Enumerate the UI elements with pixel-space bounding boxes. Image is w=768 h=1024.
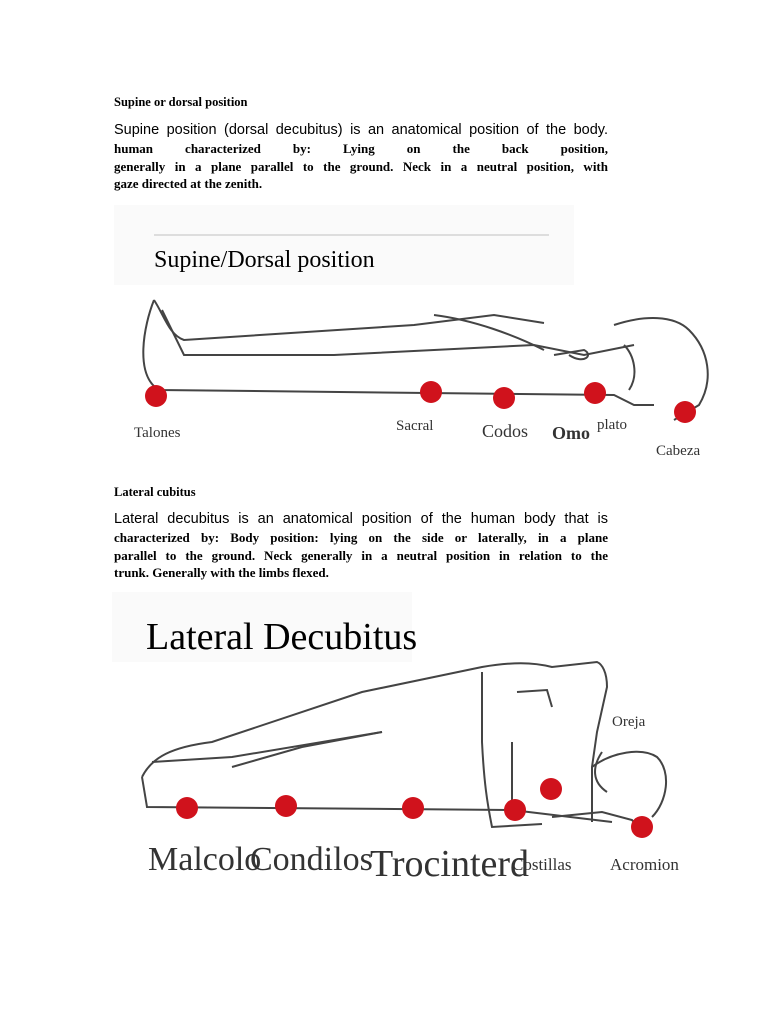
paragraph-line: gaze directed at the zenith. (114, 176, 263, 191)
section-paragraph-supine (114, 121, 608, 193)
supine-body-outline (143, 300, 707, 420)
paragraph-line: generally in a plane parallel to the ground. Neck in a neutral position, with (114, 158, 608, 174)
section-heading-lateral: Lateral cubitus (114, 485, 196, 499)
label-sacral: Sacral (396, 418, 434, 434)
figure-title: Supine/Dorsal position (154, 247, 375, 273)
pressure-point-malleolus (176, 797, 198, 819)
label-ribs: Costillas (512, 855, 572, 874)
paragraph-line: human characterized by: Lying on the back position, (114, 141, 608, 156)
paragraph-line: trunk. Generally with the limbs flexed. (114, 565, 329, 580)
label-condyles: Condilos (250, 841, 373, 878)
pressure-point-elbows (493, 387, 515, 409)
section-heading-supine: Supine or dorsal position (114, 95, 248, 109)
figure-title: Lateral Decubitus (146, 616, 418, 658)
pressure-point-heel (145, 385, 167, 407)
label-plato: plato (597, 417, 627, 433)
label-head: Cabeza (656, 443, 701, 459)
paragraph-line: characterized by: Body position: lying on the side or laterally, in a plane (114, 530, 608, 545)
pressure-point-ribs (504, 799, 526, 821)
supine-position-illustration (114, 205, 729, 475)
pressure-point-ribs-upper (540, 778, 562, 800)
pressure-point-acromion (631, 816, 653, 838)
label-acromion: Acromion (610, 855, 679, 874)
paragraph-line: parallel to the ground. Neck generally in a neutral position in relation to the (114, 547, 608, 563)
label-elbows: Codos (482, 421, 529, 441)
label-ear: Oreja (612, 714, 646, 730)
label-trochanter: Trocinterd (370, 843, 530, 885)
pressure-point-trochanter (402, 797, 424, 819)
lateral-decubitus-illustration (112, 592, 697, 892)
section-paragraph-lateral (114, 510, 608, 582)
paragraph-lead: Supine position (dorsal decubitus) is an anatomical position of the body. (114, 122, 608, 138)
label-malleolus: Malcolo (148, 841, 262, 878)
label-heels: Talones (134, 425, 181, 441)
pressure-point-head (674, 401, 696, 423)
label-omo: Omo (552, 423, 590, 443)
pressure-point-sacral (420, 381, 442, 403)
pressure-point-condyles (275, 795, 297, 817)
pressure-point-scapula (584, 382, 606, 404)
paragraph-lead: Lateral decubitus is an anatomical position of the human body that is (114, 511, 608, 527)
